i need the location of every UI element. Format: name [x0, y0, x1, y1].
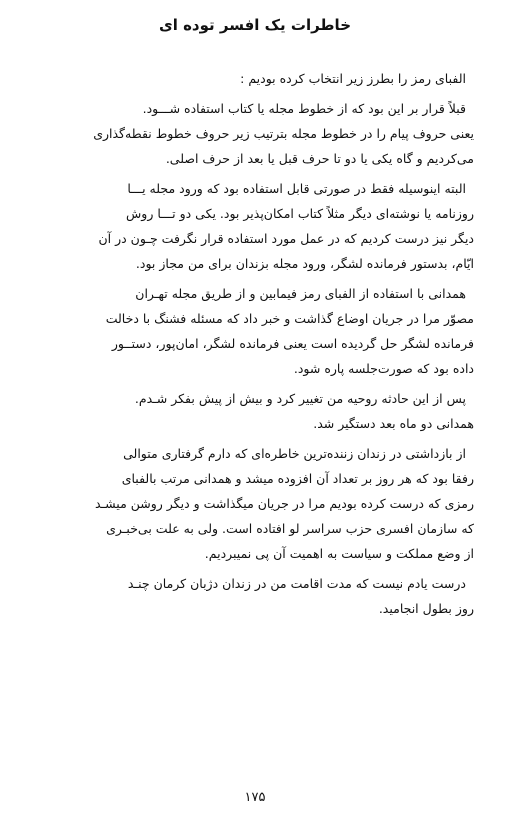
text-line: همدانی دو ماه بعد دستگیر شد.	[313, 416, 474, 431]
paragraph	[34, 386, 474, 436]
text-line: درست یادم نیست که مدت اقامت من در زندان دژبان کرمان چنـد	[127, 576, 466, 591]
text-line: رمزی که درست کرده بودیم مرا در جریان میگذاشت و دیگر روشن میشـد	[94, 496, 474, 511]
text-line: که سازمان افسری حزب سراسر لو افتاده است. ولی به علت بی‌خبـری	[106, 521, 474, 536]
text-line: دیگر نیز درست کردیم که در عمل مورد استفاده قرار نگرفت چـون در آن	[98, 231, 474, 246]
text-line: فرمانده لشگر حل گردیده است یعنی فرمانده لشگر، امان‌پور، دستــور	[111, 336, 474, 351]
text-line: روز بطول انجامید.	[378, 601, 474, 616]
running-header: خاطرات یک افسر توده ای	[158, 16, 352, 34]
paragraph	[34, 571, 474, 621]
paragraph	[34, 441, 474, 566]
text-line: الفبای رمز را بطرز زیر انتخاب کرده بودیم :	[240, 71, 466, 86]
text-line: می‌کردیم و گاه یکی یا دو تا حرف قبل یا بعد از حرف اصلی.	[165, 151, 474, 166]
paragraph	[34, 281, 474, 381]
paragraph	[34, 176, 474, 276]
paragraph	[34, 66, 474, 91]
text-line: البته اینوسیله فقط در صورتی قابل استفاده بود که ورود مجله یـــا	[127, 181, 466, 196]
text-line: رفقا بود که هر روز بر تعداد آن افزوده میشد و همدانی مرتب بالفبای	[121, 471, 474, 486]
body-text	[34, 66, 474, 621]
paragraph	[34, 96, 474, 171]
text-line: پس از این حادثه روحیه من تغییر کرد و بیش از پیش بفکر شـدم.	[134, 391, 466, 406]
text-line: ایّام، بدستور فرمانده لشگر، ورود مجله بزندان برای من مجاز بود.	[135, 256, 474, 271]
text-line: روزنامه یا نوشته‌ای دیگر مثلاً کتاب امکان‌پذیر بود. یکی دو تـــا روش	[126, 206, 474, 221]
text-line: از وضع مملکت و سیاست به اهمیت آن پی نمیبردیم.	[204, 546, 474, 561]
text-line: مصوّر مرا در جریان اوضاع گذاشت و خبر داد که مسئله فشنگ با دخالت	[105, 311, 474, 326]
text-line: قبلاً قرار بر این بود که از خطوط مجله یا کتاب استفاده شـــود.	[142, 101, 466, 116]
text-line: یعنی حروف پیام را در خطوط مجله بترتیب زیر حروف خطوط نقطه‌گذاری	[93, 126, 474, 141]
text-line: داده بود که صورت‌جلسه پاره شود.	[293, 361, 474, 376]
page-number: ۱۷۵	[244, 790, 266, 805]
text-line: همدانی با استفاده از الفبای رمز فیمابین و از طریق مجله تهـران	[135, 286, 466, 301]
text-line: از بازداشتی در زندان زننده‌ترین خاطره‌ای که دارم گرفتاری متوالی	[123, 446, 466, 461]
